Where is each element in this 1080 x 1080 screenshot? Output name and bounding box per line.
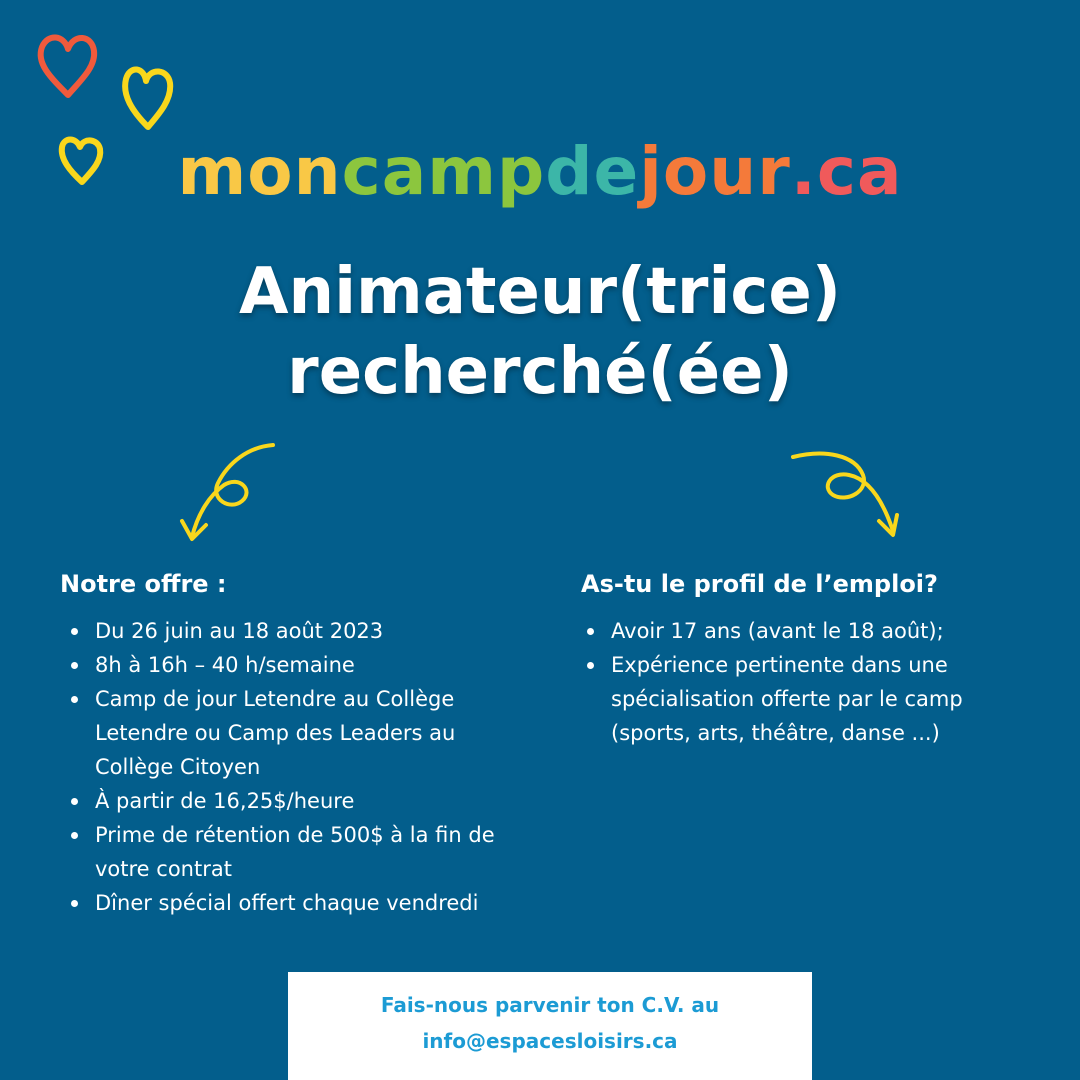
offer-item: Dîner spécial offert chaque vendredi: [60, 886, 530, 920]
logo-part-de: de: [545, 133, 640, 210]
contact-text: Fais-nous parvenir ton C.V. au: [380, 993, 720, 1017]
offer-title: Notre offre :: [60, 570, 227, 598]
heart-icon-red: [41, 37, 95, 95]
brand-logo: [0, 132, 1080, 212]
offer-item: À partir de 16,25$/heure: [60, 784, 530, 818]
curly-arrow-icon-right: [785, 445, 905, 550]
offer-item: Du 26 juin au 18 août 2023: [60, 614, 530, 648]
offer-item: Camp de jour Letendre au Collège Letendre ou Camp des Leaders au Collège Citoyen: [60, 682, 530, 784]
offer-item: Prime de rétention de 500$ à la fin de votre contrat: [60, 818, 530, 886]
offer-list: [60, 614, 530, 920]
contact-box: [288, 972, 812, 1080]
profile-title: As-tu le profil de l’emploi?: [581, 570, 938, 598]
profile-item: Avoir 17 ans (avant le 18 août);: [576, 614, 1016, 648]
offer-item: 8h à 16h – 40 h/semaine: [60, 648, 530, 682]
profile-item: Expérience pertinente dans une spécialisation offerte par le camp (sports, arts, théâtre, danse ...): [576, 648, 1016, 750]
title-line-2: recherché(ée): [287, 335, 793, 409]
page-title: [0, 252, 1080, 412]
logo-part-camp: camp: [341, 133, 546, 210]
heart-icon-yellow-large: [125, 69, 170, 127]
contact-email-link[interactable]: info@espacesloisirs.ca: [422, 1029, 678, 1053]
curly-arrow-icon-left: [170, 435, 285, 555]
title-line-1: Animateur(trice): [239, 255, 841, 329]
logo-part-jour: jour: [639, 133, 791, 210]
logo-part-ca: .ca: [790, 133, 903, 210]
logo-part-mon: mon: [177, 133, 342, 210]
profile-list: [576, 614, 1016, 750]
